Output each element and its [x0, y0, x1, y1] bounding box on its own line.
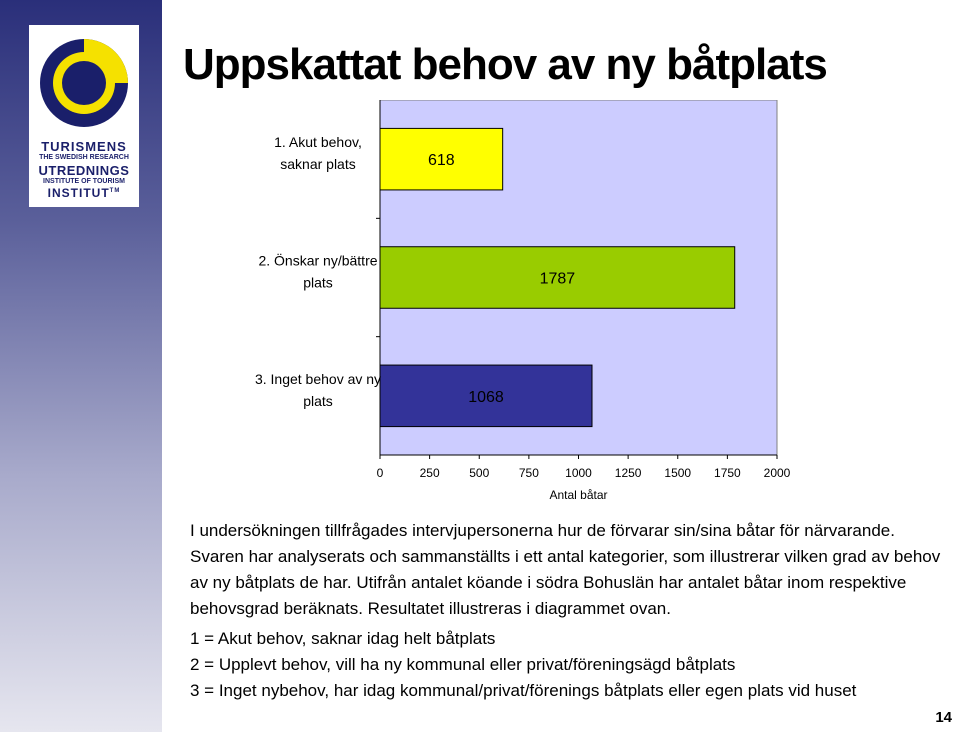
- category-label-2-line-1: 2. Önskar ny/bättre: [258, 252, 378, 269]
- logo-text-line5: INSTITUT™: [47, 186, 121, 200]
- definition-1: 1 = Akut behov, saknar idag helt båtplats: [190, 629, 496, 648]
- definition-2: 2 = Upplevt behov, vill ha ny kommunal eller privat/föreningsägd båtplats: [190, 655, 736, 674]
- category-label-1-line-1: 1. Akut behov,: [274, 134, 362, 151]
- logo: [29, 25, 139, 207]
- x-tick-label-7: 1750: [714, 466, 741, 480]
- logo-text-line1: TURISMENS: [41, 139, 127, 154]
- category-label-2-line-2: plats: [303, 274, 333, 291]
- bar-value-label-3: 1068: [468, 388, 504, 406]
- page-title: Uppskattat behov av ny båtplats: [183, 40, 827, 89]
- category-label-3-line-1: 3. Inget behov av ny: [254, 370, 382, 387]
- logo-text-line2: THE SWEDISH RESEARCH: [39, 154, 129, 161]
- bar-value-label-2: 1787: [539, 270, 576, 288]
- x-tick-label-1: 250: [419, 466, 440, 480]
- page-number: 14: [935, 709, 952, 726]
- x-tick-label-4: 1000: [565, 466, 592, 480]
- bar-value-label-1: 618: [427, 152, 455, 170]
- x-tick-label-0: 0: [376, 466, 384, 480]
- paragraph-analysis: Svaren har analyserats och sammanställts i ett antal kategorier, som illustrerar vilken grad av behov av ny båtplats de har. Utifrån antalet köande i södra Bohuslän har antalet båtar inom respektive behovsgrad beräknats. Resultatet illustreras i diagrammet ovan.: [190, 547, 941, 618]
- category-label-1-line-2: saknar plats: [280, 156, 356, 173]
- logo-emblem-icon: [29, 25, 139, 137]
- body-text: [190, 518, 950, 704]
- logo-text-line3: UTREDNINGS: [38, 163, 130, 178]
- x-tick-label-5: 1250: [614, 466, 642, 480]
- logo-text-line4: INSTITUTE OF TOURISM: [43, 178, 125, 185]
- definition-3: 3 = Inget nybehov, har idag kommunal/privat/förenings båtplats eller egen plats vid huset: [190, 681, 857, 700]
- sidebar-gradient: [0, 0, 162, 732]
- x-tick-label-3: 750: [518, 466, 539, 480]
- category-label-3-line-2: plats: [303, 392, 333, 409]
- paragraph-intro: I undersökningen tillfrågades intervjupersonerna hur de förvarar sin/sina båtar för närvarande.: [190, 521, 895, 540]
- x-tick-label-8: 2000: [763, 466, 791, 480]
- x-tick-label-6: 1500: [664, 466, 692, 480]
- bar-chart: [160, 100, 800, 510]
- x-tick-label-2: 500: [469, 466, 490, 480]
- x-axis-title: Antal båtar: [549, 488, 608, 502]
